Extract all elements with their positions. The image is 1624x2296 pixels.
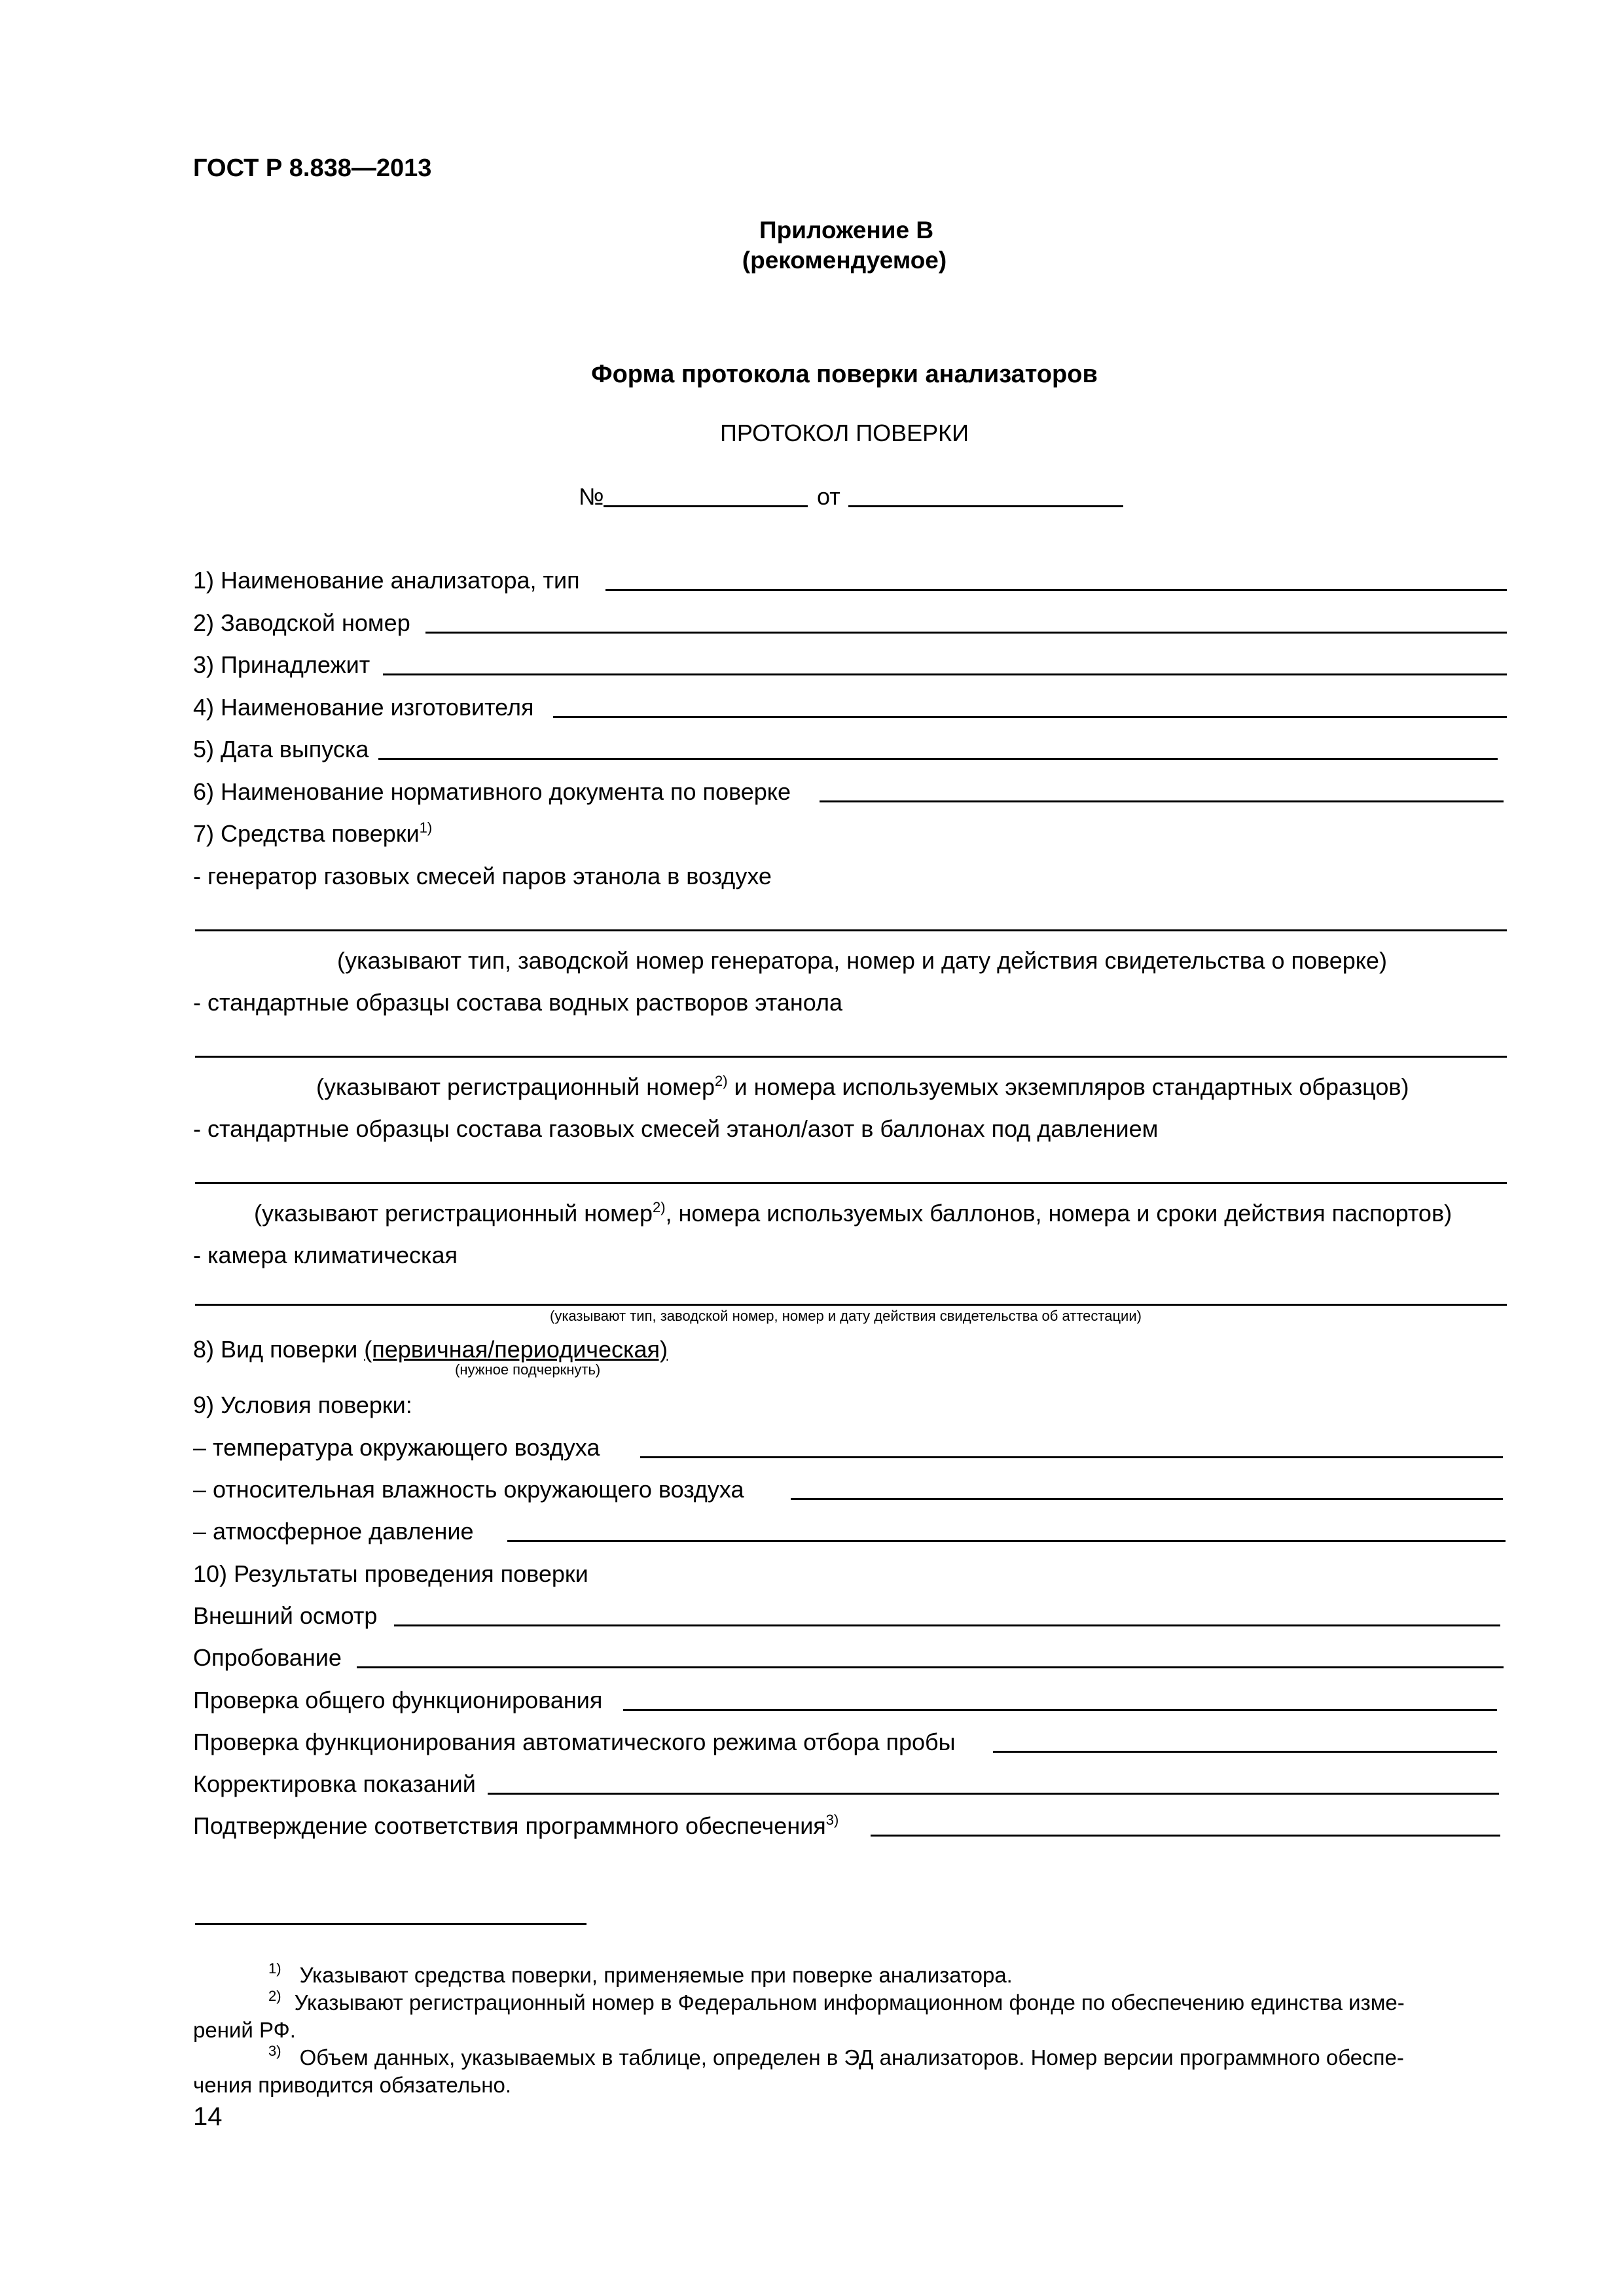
correction-field[interactable] bbox=[488, 1793, 1499, 1795]
software-field[interactable] bbox=[871, 1835, 1500, 1837]
verification-type-hint: (нужное подчеркнуть) bbox=[455, 1361, 601, 1378]
gas-samples-label: - стандартные образцы состава газовых смесей этанол/азот в баллонах под давлением bbox=[193, 1115, 1159, 1142]
general-function-field[interactable] bbox=[623, 1709, 1497, 1711]
testing-label: Опробование bbox=[193, 1644, 342, 1671]
gas-samples-hint: (указывают регистрационный номер$^{2)}$, номера используемых баллонов, номера и сроки действия паспортов) bbox=[254, 1199, 1453, 1227]
water-samples-hint: (указывают регистрационный номер$^{2)}$ и номера используемых экземпляров стандартных образцов) bbox=[316, 1073, 1409, 1100]
visual-inspection-field[interactable] bbox=[394, 1624, 1500, 1626]
appendix-status: (рекомендуемое) bbox=[742, 247, 947, 274]
manufacturer-field[interactable] bbox=[553, 716, 1507, 718]
item-results-label: 10) Результаты проведения поверки bbox=[193, 1560, 588, 1587]
footnote-3-line-2: чения приводится обязательно. bbox=[193, 2073, 512, 2097]
pressure-label: – атмосферное давление bbox=[193, 1518, 474, 1545]
climate-chamber-hint: (указывают тип, заводской номер, номер и дату действия свидетельства об аттестации) bbox=[550, 1308, 1142, 1324]
visual-inspection-label: Внешний осмотр bbox=[193, 1602, 378, 1629]
item-conditions-label: 9) Условия поверки: bbox=[193, 1391, 412, 1418]
water-samples-field[interactable] bbox=[195, 1056, 1507, 1058]
generator-field[interactable] bbox=[195, 929, 1507, 931]
correction-label: Корректировка показаний bbox=[193, 1770, 476, 1797]
auto-sampling-label: Проверка функционирования автоматического режима отбора пробы bbox=[193, 1729, 956, 1755]
software-label: Подтверждение соответствия программного обеспечения$^{3)}$ bbox=[193, 1812, 839, 1839]
serial-number-field[interactable] bbox=[425, 632, 1507, 634]
footnote-2-line-2: рений РФ. bbox=[193, 2018, 296, 2042]
footnote-separator bbox=[195, 1923, 586, 1925]
gas-samples-field[interactable] bbox=[195, 1182, 1507, 1184]
temperature-label: – температура окружающего воздуха bbox=[193, 1434, 600, 1461]
item-analyzer-name-label: 1) Наименование анализатора, тип bbox=[193, 567, 580, 594]
protocol-date-field[interactable] bbox=[848, 505, 1123, 507]
page-number: 14 bbox=[193, 2102, 223, 2131]
form-title: Форма протокола поверки анализаторов bbox=[591, 361, 1098, 388]
generator-label: - генератор газовых смесей паров этанола в воздухе bbox=[193, 863, 772, 889]
analyzer-name-field[interactable] bbox=[605, 589, 1507, 591]
protocol-date-label: от bbox=[817, 483, 840, 510]
item-verification-means-label: 7) Средства поверки$^{1)}$ bbox=[193, 819, 433, 847]
item-manufacturer-label: 4) Наименование изготовителя bbox=[193, 694, 534, 721]
item-normative-document-label: 6) Наименование нормативного документа по поверке bbox=[193, 778, 791, 805]
general-function-label: Проверка общего функционирования bbox=[193, 1687, 603, 1713]
water-samples-label: - стандартные образцы состава водных растворов этанола bbox=[193, 989, 843, 1016]
humidity-label: – относительная влажность окружающего воздуха bbox=[193, 1476, 744, 1503]
item-owner-label: 3) Принадлежит bbox=[193, 651, 370, 678]
humidity-field[interactable] bbox=[791, 1498, 1503, 1500]
protocol-number-field[interactable] bbox=[604, 505, 808, 507]
verification-type-options[interactable]: (первичная/периодическая) bbox=[364, 1336, 668, 1363]
protocol-number-label: № bbox=[579, 483, 604, 510]
document-standard-id: ГОСТ Р 8.838—2013 bbox=[193, 154, 432, 182]
auto-sampling-field[interactable] bbox=[993, 1751, 1497, 1753]
climate-chamber-field[interactable] bbox=[195, 1304, 1507, 1306]
item-release-date-label: 5) Дата выпуска bbox=[193, 736, 369, 762]
normative-document-field[interactable] bbox=[820, 800, 1504, 802]
climate-chamber-label: - камера климатическая bbox=[193, 1242, 458, 1268]
item-verification-type-label: 8) Вид поверки (первичная/периодическая) bbox=[193, 1336, 668, 1363]
protocol-title: ПРОТОКОЛ ПОВЕРКИ bbox=[719, 420, 969, 446]
owner-field[interactable] bbox=[383, 673, 1507, 675]
pressure-field[interactable] bbox=[507, 1540, 1506, 1542]
item-serial-number-label: 2) Заводской номер bbox=[193, 609, 410, 636]
temperature-field[interactable] bbox=[640, 1456, 1503, 1458]
footnote-1: $^{1)}$ Указывают средства поверки, применяемые при поверке анализатора. bbox=[268, 1960, 1013, 1987]
testing-field[interactable] bbox=[357, 1666, 1504, 1668]
footnote-2-line-1: $^{2)}$ Указывают регистрационный номер в Федеральном информационном фонде по обеспечению единства изме- bbox=[268, 1988, 1405, 2015]
appendix-title: Приложение В bbox=[759, 217, 934, 243]
footnote-3-line-1: $^{3)}$ Объем данных, указываемых в таблице, определен в ЭД анализаторов. Номер версии программного обеспе- bbox=[268, 2043, 1404, 2070]
generator-hint: (указывают тип, заводской номер генератора, номер и дату действия свидетельства о поверке) bbox=[337, 947, 1387, 974]
release-date-field[interactable] bbox=[378, 758, 1498, 760]
